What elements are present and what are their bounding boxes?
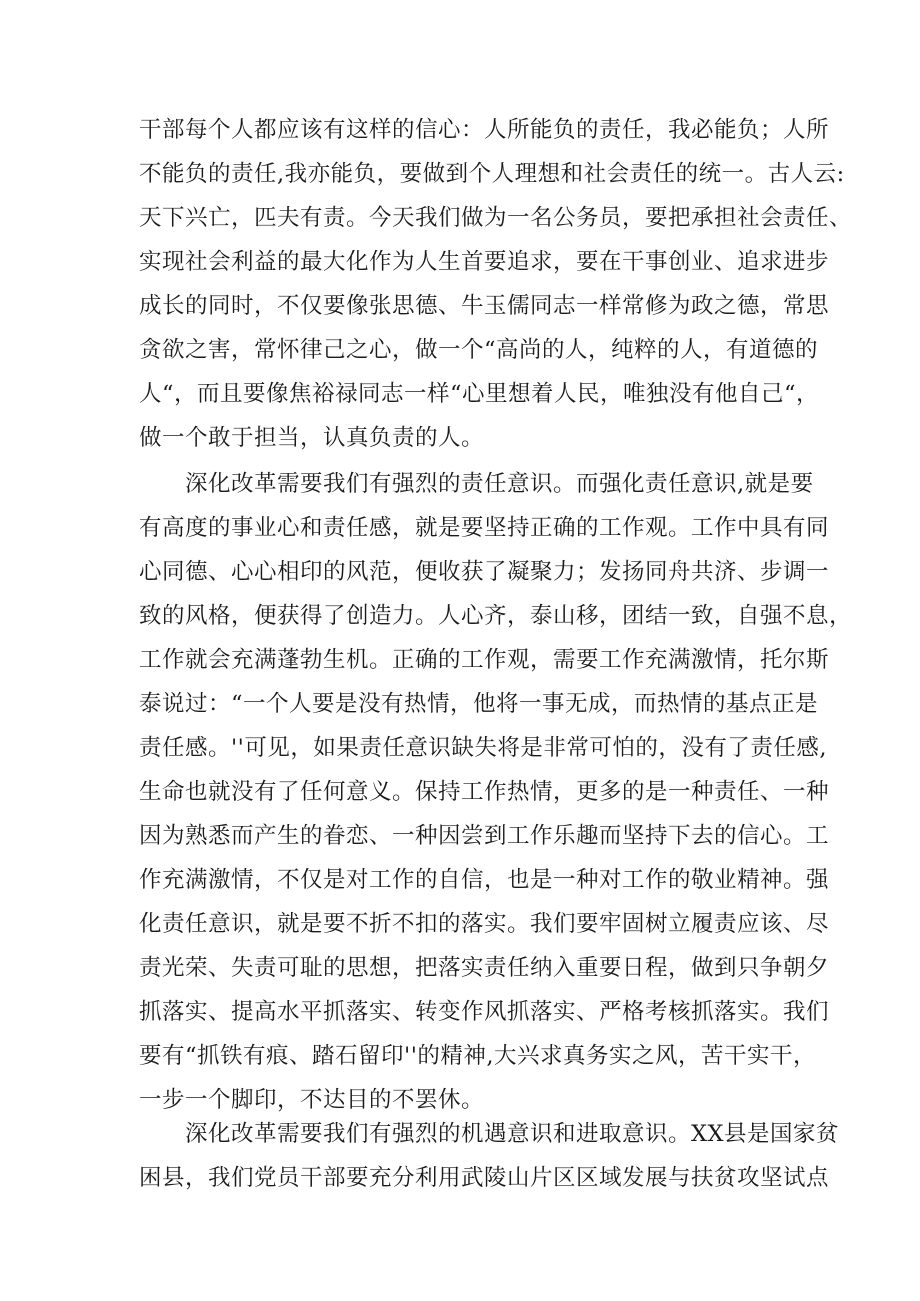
text-line: 泰说过：“一个人要是没有热情，他将一事无成，而热情的基点正是 <box>139 691 819 717</box>
text-line: 不能负的责任,我亦能负，要做到个人理想和社会责任的统一。古人云: <box>139 161 845 187</box>
text-line: 人“，而且要像焦裕禄同志一样“心里想着人民，唯独没有他自己“， <box>139 381 820 407</box>
text-line: 生命也就没有了任何意义。保持工作热情，更多的是一种责任、一种 <box>139 779 830 805</box>
text-line: 深化改革需要我们有强烈的责任意识。而强化责任意识,就是要 <box>185 471 814 497</box>
text-line: 天下兴亡，匹夫有责。今天我们做为一名公务员，要把承担社会责任、 <box>139 205 853 231</box>
paragraph-3 <box>139 1112 840 1200</box>
text-line: 做一个敢于担当，认真负责的人。 <box>139 425 485 451</box>
text-line: 作充满激情，不仅是对工作的自信，也是一种对工作的敬业精神。强 <box>139 867 830 893</box>
text-line: 要有“抓铁有痕、踏石留印''的精神,大兴求真务实之风，苦干实干， <box>139 1043 817 1069</box>
text-line: 深化改革需要我们有强烈的机遇意识和进取意识。XX县是国家贫 <box>185 1121 840 1147</box>
text-line: 干部每个人都应该有这样的信心：人所能负的责任，我必能负；人所 <box>139 117 830 143</box>
text-line: 成长的同时，不仅要像张思德、牛玉儒同志一样常修为政之德，常思 <box>139 293 830 319</box>
text-line: 工作就会充满蓬勃生机。正确的工作观，需要工作充满激情，托尔斯 <box>139 647 830 673</box>
text-line: 实现社会利益的最大化作为人生首要追求，要在干事创业、追求进步 <box>139 249 830 275</box>
text-line: 贪欲之害，常怀律己之心，做一个“高尚的人，纯粹的人，有道德的 <box>139 337 819 363</box>
text-line: 致的风格，便获得了创造力。人心齐，泰山移，团结一致，自强不息， <box>139 603 853 629</box>
text-line: 心同德、心心相印的风范，便收获了凝聚力；发扬同舟共济、步调一 <box>139 559 830 585</box>
text-line: 抓落实、提高水平抓落实、转变作风抓落实、严格考核抓落实。我们 <box>139 999 830 1025</box>
text-line: 化责任意识，就是要不折不扣的落实。我们要牢固树立履责应该、尽 <box>139 911 830 937</box>
text-line: 困县，我们党员干部要充分利用武陵山片区区域发展与扶贫攻坚试点 <box>139 1165 830 1191</box>
text-line: 一步一个脚印，不达目的不罢休。 <box>139 1087 485 1113</box>
text-line: 责光荣、失责可耻的思想，把落实责任纳入重要日程，做到只争朝夕 <box>139 955 830 981</box>
text-line: 因为熟悉而产生的眷恋、一种因尝到工作乐趣而坚持下去的信心。工 <box>139 823 830 849</box>
text-line: 责任感。''可见，如果责任意识缺失将是非常可怕的，没有了责任感, <box>139 735 828 761</box>
text-line: 有高度的事业心和责任感，就是要坚持正确的工作观。工作中具有同 <box>139 515 830 541</box>
paragraph-2 <box>139 462 853 1122</box>
paragraph-1 <box>139 108 853 460</box>
